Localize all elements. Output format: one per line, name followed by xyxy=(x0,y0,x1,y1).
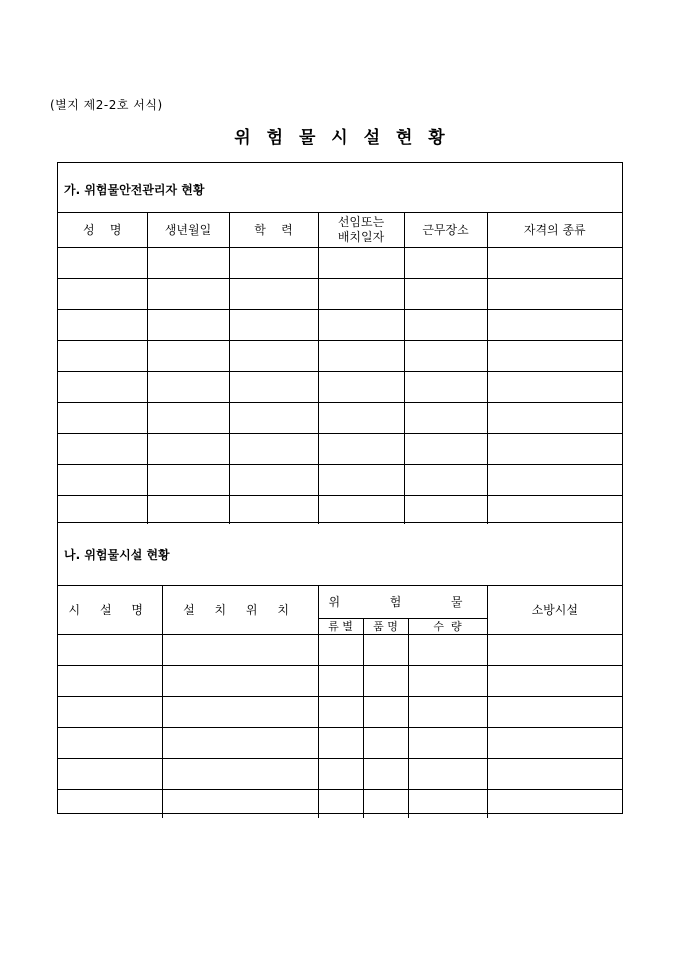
header-product-name: 품 명 xyxy=(363,619,408,635)
header-install-location: 설 치 위 치 xyxy=(162,586,318,635)
table-row xyxy=(58,403,622,434)
header-appointment-line1: 선임또는 xyxy=(337,215,385,229)
cell[interactable] xyxy=(487,403,622,434)
header-education: 학 력 xyxy=(229,213,318,248)
cell[interactable] xyxy=(404,465,487,496)
cell[interactable] xyxy=(487,434,622,465)
cell[interactable] xyxy=(229,496,318,524)
manager-table xyxy=(58,212,622,524)
cell[interactable] xyxy=(162,666,318,697)
cell[interactable] xyxy=(318,697,363,728)
cell[interactable] xyxy=(404,496,487,524)
cell[interactable] xyxy=(318,248,404,279)
cell[interactable] xyxy=(404,310,487,341)
cell[interactable] xyxy=(58,666,162,697)
table-row xyxy=(58,465,622,496)
header-category: 류 별 xyxy=(318,619,363,635)
cell[interactable] xyxy=(408,635,487,666)
cell[interactable] xyxy=(487,666,622,697)
cell[interactable] xyxy=(487,728,622,759)
table-row xyxy=(58,496,622,524)
cell[interactable] xyxy=(408,759,487,790)
cell[interactable] xyxy=(162,728,318,759)
table-row xyxy=(58,790,622,818)
cell[interactable] xyxy=(147,434,229,465)
header-fire-facility: 소방시설 xyxy=(487,586,622,635)
cell[interactable] xyxy=(318,434,404,465)
cell[interactable] xyxy=(58,341,147,372)
cell[interactable] xyxy=(404,434,487,465)
facility-header-row xyxy=(58,586,622,619)
cell[interactable] xyxy=(229,403,318,434)
header-facility-name: 시 설 명 xyxy=(58,586,162,635)
cell[interactable] xyxy=(404,372,487,403)
cell[interactable] xyxy=(404,248,487,279)
facility-table xyxy=(58,585,622,818)
manager-header-row xyxy=(58,213,622,248)
header-birthdate: 생년월일 xyxy=(147,213,229,248)
cell[interactable] xyxy=(58,728,162,759)
cell[interactable] xyxy=(229,310,318,341)
cell[interactable] xyxy=(229,341,318,372)
cell[interactable] xyxy=(229,372,318,403)
cell[interactable] xyxy=(408,697,487,728)
header-name: 성 명 xyxy=(58,213,147,248)
cell[interactable] xyxy=(363,635,408,666)
cell[interactable] xyxy=(318,759,363,790)
cell[interactable] xyxy=(58,496,147,524)
cell[interactable] xyxy=(58,310,147,341)
cell[interactable] xyxy=(58,790,162,818)
cell[interactable] xyxy=(318,666,363,697)
cell[interactable] xyxy=(318,310,404,341)
cell[interactable] xyxy=(58,635,162,666)
table-row xyxy=(58,728,622,759)
cell[interactable] xyxy=(58,403,147,434)
cell[interactable] xyxy=(147,341,229,372)
cell[interactable] xyxy=(58,759,162,790)
header-appointment-date xyxy=(318,213,404,248)
table-row xyxy=(58,635,622,666)
cell[interactable] xyxy=(229,279,318,310)
table-row xyxy=(58,341,622,372)
cell[interactable] xyxy=(147,372,229,403)
cell[interactable] xyxy=(404,403,487,434)
table-row xyxy=(58,434,622,465)
cell[interactable] xyxy=(162,790,318,818)
cell[interactable] xyxy=(363,697,408,728)
cell[interactable] xyxy=(487,310,622,341)
cell[interactable] xyxy=(487,465,622,496)
header-hazmat: 위 험 물 xyxy=(318,586,487,619)
cell[interactable] xyxy=(58,248,147,279)
header-quantity: 수 량 xyxy=(408,619,487,635)
cell[interactable] xyxy=(58,279,147,310)
cell[interactable] xyxy=(408,790,487,818)
section-b-title: 나. 위험물시설 현황 xyxy=(64,548,170,562)
cell[interactable] xyxy=(363,759,408,790)
section-a-title: 가. 위험물안전관리자 현황 xyxy=(64,183,205,197)
cell[interactable] xyxy=(229,465,318,496)
cell[interactable] xyxy=(318,341,404,372)
table-row xyxy=(58,310,622,341)
table-row xyxy=(58,759,622,790)
cell[interactable] xyxy=(487,248,622,279)
document-title: 위 험 물 시 설 현 황 xyxy=(234,128,446,148)
cell[interactable] xyxy=(318,728,363,759)
cell[interactable] xyxy=(318,496,404,524)
cell[interactable] xyxy=(147,310,229,341)
header-appointment-line2: 배치일자 xyxy=(337,230,385,244)
cell[interactable] xyxy=(147,496,229,524)
cell[interactable] xyxy=(58,434,147,465)
table-row xyxy=(58,666,622,697)
cell[interactable] xyxy=(58,465,147,496)
cell[interactable] xyxy=(487,790,622,818)
cell[interactable] xyxy=(162,697,318,728)
cell[interactable] xyxy=(58,697,162,728)
cell[interactable] xyxy=(318,790,363,818)
cell[interactable] xyxy=(363,666,408,697)
cell[interactable] xyxy=(147,403,229,434)
cell[interactable] xyxy=(162,635,318,666)
cell[interactable] xyxy=(318,635,363,666)
cell[interactable] xyxy=(408,666,487,697)
cell[interactable] xyxy=(147,465,229,496)
cell[interactable] xyxy=(162,759,318,790)
cell[interactable] xyxy=(404,341,487,372)
header-qualification: 자격의 종류 xyxy=(487,213,622,248)
table-row xyxy=(58,279,622,310)
cell[interactable] xyxy=(487,279,622,310)
cell[interactable] xyxy=(487,496,622,524)
cell[interactable] xyxy=(318,403,404,434)
form-frame xyxy=(57,162,623,814)
cell[interactable] xyxy=(487,697,622,728)
cell[interactable] xyxy=(487,341,622,372)
cell[interactable] xyxy=(318,465,404,496)
form-reference: (별지 제2-2호 서식) xyxy=(50,98,163,112)
cell[interactable] xyxy=(229,248,318,279)
cell[interactable] xyxy=(408,728,487,759)
cell[interactable] xyxy=(318,279,404,310)
table-row xyxy=(58,248,622,279)
cell[interactable] xyxy=(318,372,404,403)
cell[interactable] xyxy=(147,279,229,310)
table-row xyxy=(58,697,622,728)
cell[interactable] xyxy=(363,728,408,759)
cell[interactable] xyxy=(404,279,487,310)
cell[interactable] xyxy=(487,759,622,790)
header-workplace: 근무장소 xyxy=(404,213,487,248)
cell[interactable] xyxy=(487,635,622,666)
section-divider xyxy=(58,522,622,523)
cell[interactable] xyxy=(58,372,147,403)
cell[interactable] xyxy=(229,434,318,465)
cell[interactable] xyxy=(487,372,622,403)
cell[interactable] xyxy=(363,790,408,818)
table-row xyxy=(58,372,622,403)
cell[interactable] xyxy=(147,248,229,279)
